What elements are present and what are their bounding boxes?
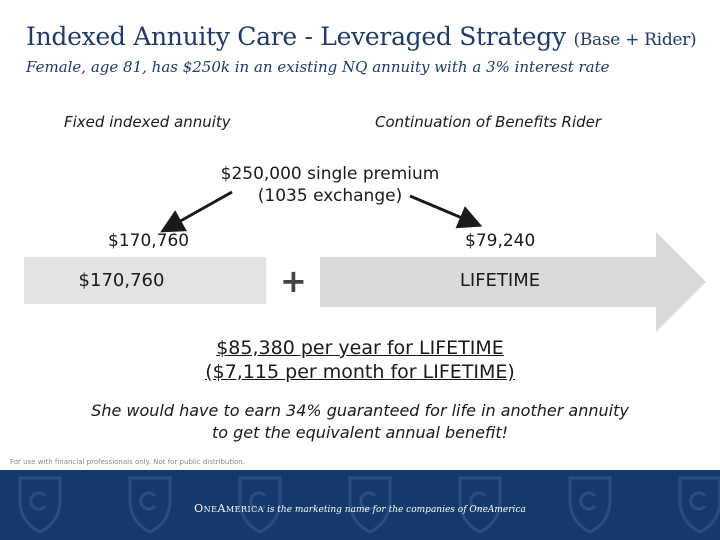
comparison-note (40, 400, 680, 444)
disclaimer: For use with financial professionals only. Not for public distribution. (10, 458, 245, 466)
brand-logo-text: OneAmerica (194, 502, 265, 515)
tagline-text: is the marketing name for the companies of OneAmerica (266, 505, 526, 515)
benefit-summary (150, 336, 570, 384)
benefits-rider-label: Continuation of Benefits Rider (375, 113, 602, 131)
title-suffix: (Base + Rider) (573, 30, 697, 50)
lifetime-arrow-label: LIFETIME (459, 270, 541, 291)
page-subtitle: Female, age 81, has $250k in an existing NQ annuity with a 3% interest rate (26, 58, 610, 76)
title-main: Indexed Annuity Care - Leveraged Strategy (26, 22, 566, 51)
note-line-2: to get the equivalent annual benefit! (211, 423, 509, 442)
annuity-box-value: $170,760 (78, 270, 165, 291)
right-amount: $79,240 (465, 231, 536, 251)
summary-line-1: $85,380 per year for LIFETIME (216, 337, 504, 359)
premium-line-1: $250,000 single premium (220, 164, 440, 184)
fixed-indexed-annuity-label: Fixed indexed annuity (64, 113, 231, 131)
left-amount: $170,760 (108, 231, 190, 251)
left-arrow (168, 192, 232, 228)
plus-sign: + (280, 262, 307, 300)
summary-line-2: ($7,115 per month for LIFETIME) (205, 361, 515, 383)
premium-line-2: (1035 exchange) (257, 186, 403, 206)
note-line-1: She would have to earn 34% guaranteed for life in another annuity (91, 401, 629, 420)
footer-tagline (0, 502, 720, 515)
right-arrow (410, 196, 474, 223)
